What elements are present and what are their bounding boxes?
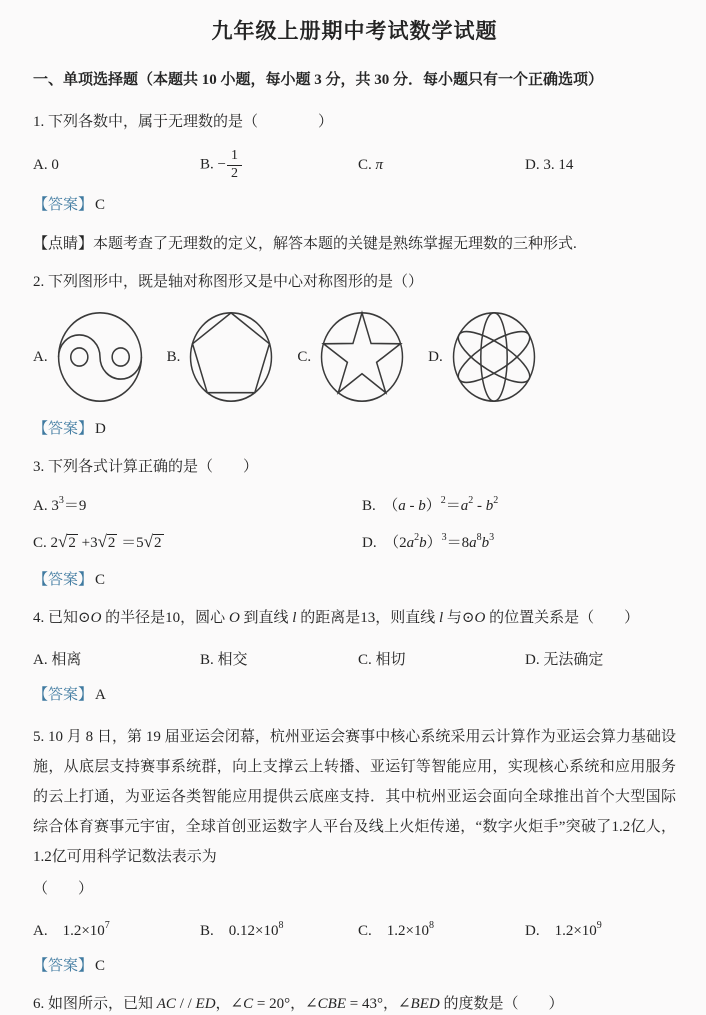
question-1-stem: 1. 下列各数中，属于无理数的是（ ） xyxy=(33,114,334,130)
figure-option-d xyxy=(428,309,538,405)
yin-yang-icon xyxy=(55,309,145,405)
question-6-stem: 6. 如图所示，已知 AC / / ED，∠C = 20°，∠CBE = 43°，∠BED 的度数是（ ） xyxy=(33,996,564,1013)
question-2-figures xyxy=(33,309,676,405)
page-title: 九年级上册期中考试数学试题 xyxy=(211,19,498,43)
q4-answer-line xyxy=(33,683,676,704)
question-1-options xyxy=(33,149,676,181)
q3-answer-letter: C xyxy=(95,572,106,589)
question-5-stem: 5. 10 月 8 日，第 19 届亚运会闭幕，杭州亚运会赛事中核心系统采用云计算作为亚运会算力基础设施，从底层支持赛事系统群，向上支撑云上转播、亚运钉等智能应用，实现核心系统和应用服务的云上打通，为亚运各类智能应用提供云底座支持．其中杭州亚运会面向全球推出首个大型国际综合体育赛事元宇宙，全球首创亚运数字人平台及线上火炬传递，“数字火炬手”突破了1.2亿人，1.2亿可用科学记数法表示为 xyxy=(33,729,676,866)
q1-answer-line xyxy=(33,193,676,214)
q3-option-c: C. 2√2 +3√2 ＝5√2 xyxy=(33,532,162,552)
figure-option-b xyxy=(167,309,276,405)
figure-b-label: B. xyxy=(166,348,181,365)
q3-answer-line xyxy=(33,568,676,589)
answer-tag: 【答案】 xyxy=(33,197,94,214)
q4-option-b: B. 相交 xyxy=(200,651,248,668)
q5-option-a: A. $1.2\times 10^7$ xyxy=(33,919,110,939)
q2-answer-letter: D xyxy=(95,421,106,438)
q1-option-b: B. − $\frac{1}{2}$ xyxy=(200,149,358,181)
q4-option-c: C. 相切 xyxy=(358,651,406,668)
q1-note-line xyxy=(33,232,676,253)
q4-option-a: A. 相离 xyxy=(33,651,82,668)
q5-answer-line xyxy=(33,954,676,975)
figure-c-label: C. xyxy=(297,348,312,365)
q5-option-d: D. $1.2\times 10^9$ xyxy=(525,919,602,939)
question-4-options xyxy=(33,645,676,671)
star-in-circle-icon xyxy=(318,309,406,405)
question-2-stem: 2. 下列图形中，既是轴对称图形又是中心对称图形的是（） xyxy=(33,274,424,291)
q1-option-d: D. 3. 14 xyxy=(525,156,574,173)
q4-option-d: D. 无法确定 xyxy=(525,651,604,668)
figure-option-c xyxy=(297,309,406,405)
answer-tag: 【答案】 xyxy=(33,687,94,704)
q2-answer-line xyxy=(33,417,676,438)
q5-option-b: B. $0.12\times 10^8$ xyxy=(200,919,284,939)
question-5-options xyxy=(33,916,676,942)
question-3-options xyxy=(33,494,676,552)
q3-option-b: B. $(a - b)^2=a^2 - b^2$ xyxy=(362,495,499,515)
q3-option-a: A. $3^3=9$ xyxy=(33,495,87,515)
six-petal-rosette-icon xyxy=(450,309,538,405)
question-5-stem-tail: （ ） xyxy=(33,881,94,898)
q1-option-c: C. π xyxy=(358,156,384,173)
q4-answer-letter: A xyxy=(95,687,106,704)
q1-note-text: 本题考查了无理数的定义，解答本题的关键是熟练掌握无理数的三种形式. xyxy=(93,236,577,253)
answer-tag: 【答案】 xyxy=(33,421,94,438)
note-tag: 【点睛】 xyxy=(33,236,94,253)
q1-answer-letter: C xyxy=(95,197,106,214)
figure-d-label: D. xyxy=(428,348,443,365)
question-3-stem: 3. 下列各式计算正确的是（ ） xyxy=(33,459,259,476)
q1-option-a: A. 0 xyxy=(33,156,59,173)
figure-option-a xyxy=(33,309,145,405)
section-header: 一、单项选择题（本题共 10 小题，每小题 3 分，共 30 分．每小题只有一个正确选项） xyxy=(33,72,604,88)
answer-tag: 【答案】 xyxy=(33,958,94,975)
q3-option-d: D. $(2a^2b)^3=8a^8b^3$ xyxy=(362,532,495,552)
answer-tag: 【答案】 xyxy=(33,572,94,589)
figure-a-label: A. xyxy=(33,348,48,365)
q5-answer-letter: C xyxy=(95,958,106,975)
q5-option-c: C. $1.2\times 10^8$ xyxy=(358,919,434,939)
question-4-stem: 4. 已知⊙O 的半径是10，圆心 O 到直线 l 的距离是13，则直线 l 与⊙O 的位置关系是（ ） xyxy=(33,610,640,627)
pentagon-in-circle-icon xyxy=(187,309,275,405)
